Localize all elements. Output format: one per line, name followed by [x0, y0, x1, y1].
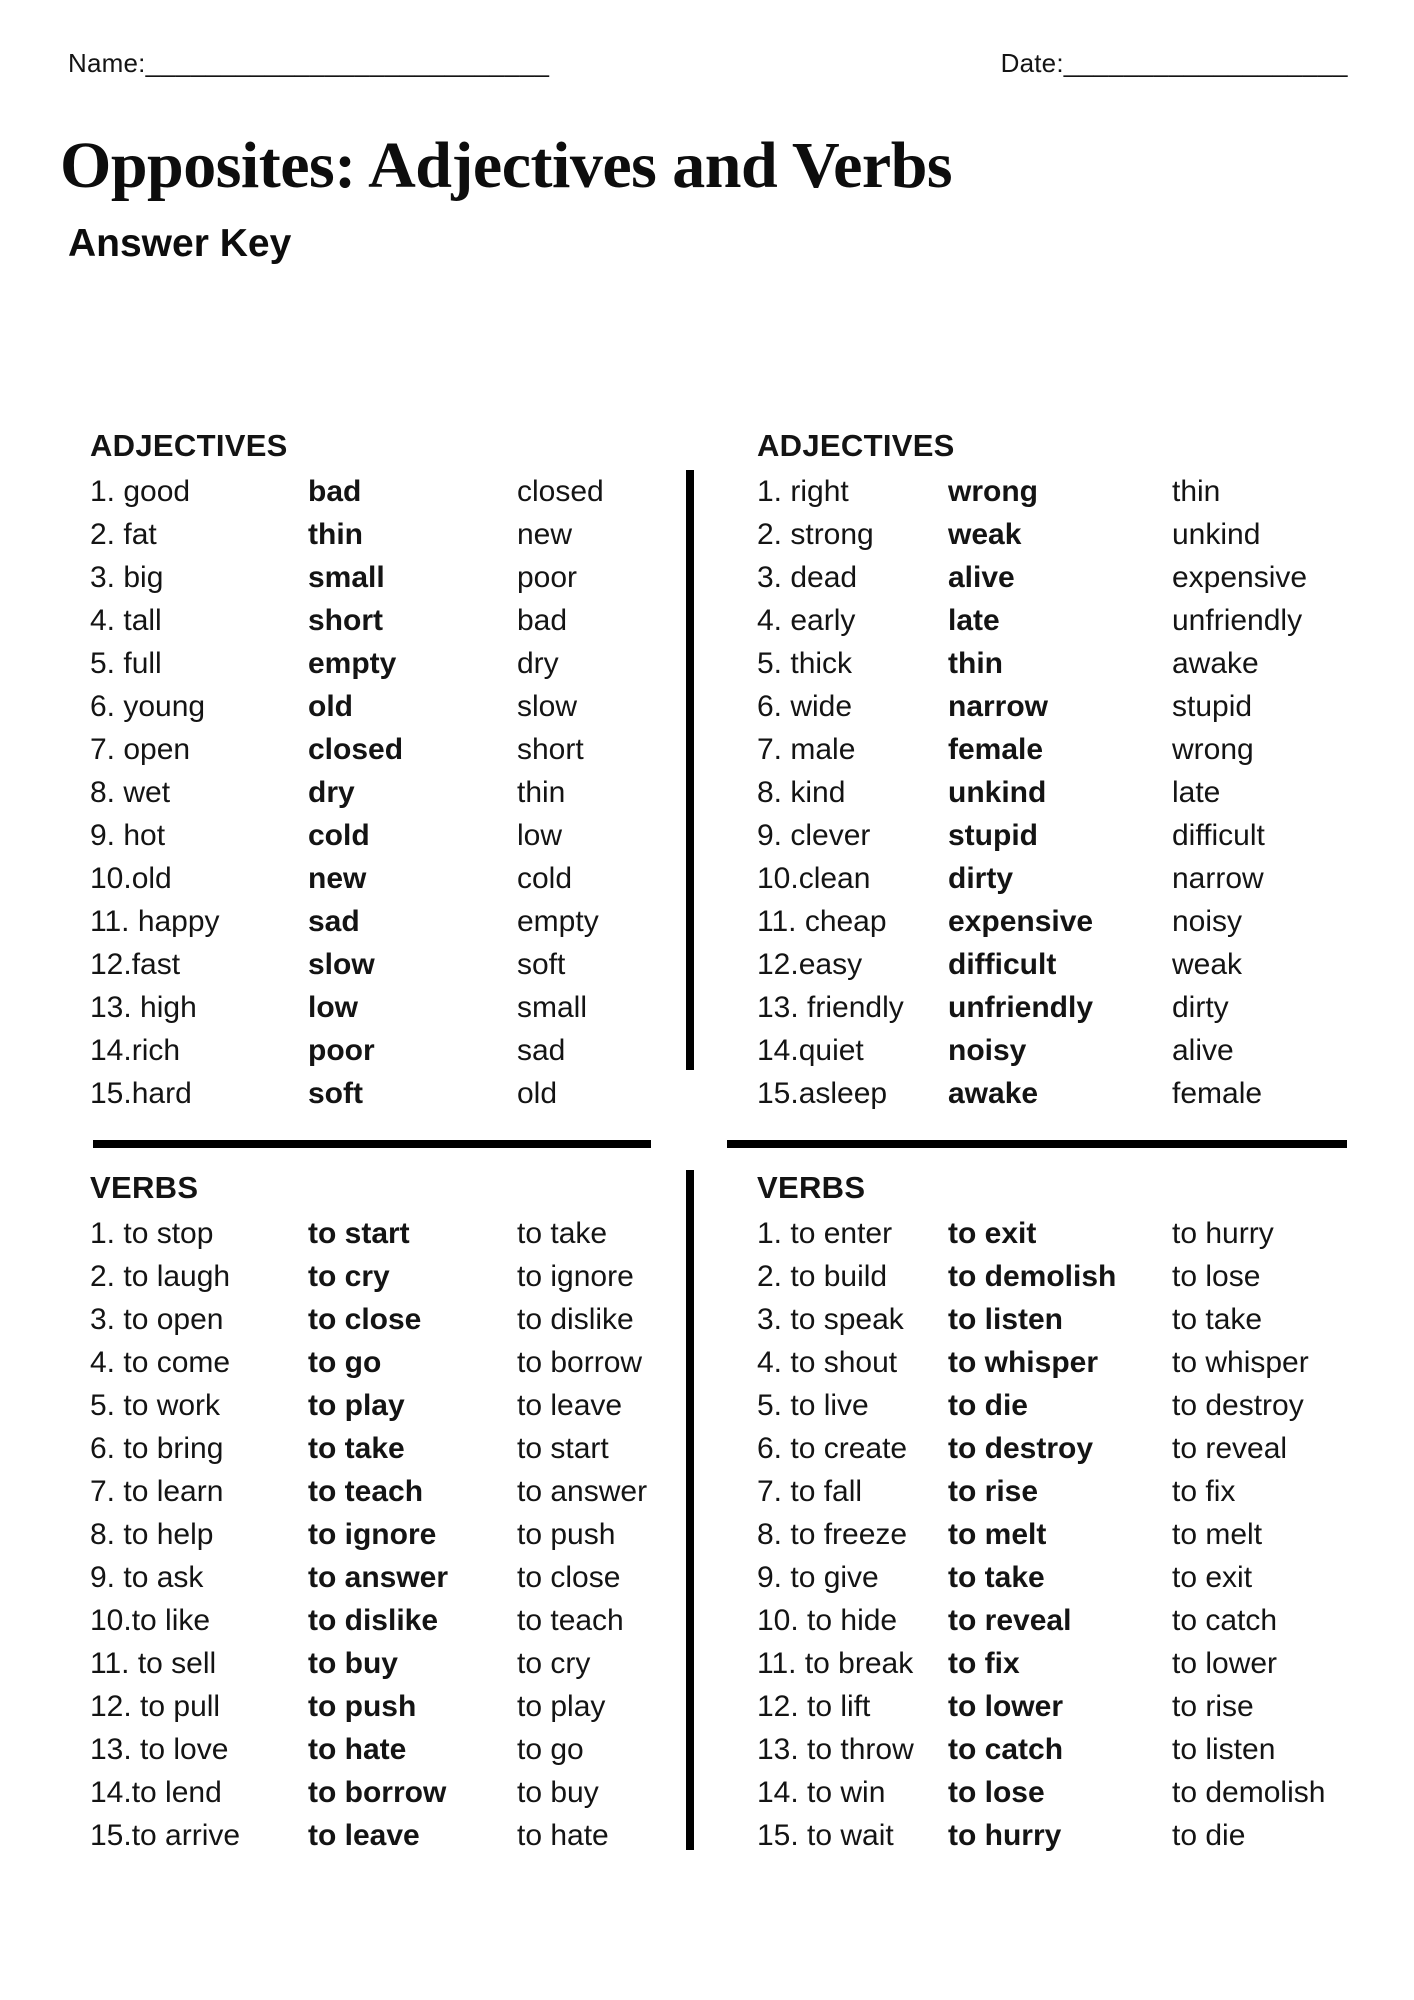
answer-word: unkind [948, 776, 1047, 809]
verbs-section-bottom-right [757, 1166, 1397, 1857]
word-pair-row [757, 470, 1397, 513]
prompt-word: 14.rich [90, 1034, 181, 1067]
name-field [68, 48, 550, 79]
bank-word: dry [517, 647, 559, 680]
word-pair-row [757, 1470, 1397, 1513]
answer-word: to whisper [948, 1346, 1099, 1379]
word-pair-row [90, 1029, 730, 1072]
prompt-word: 8. to freeze [757, 1518, 908, 1551]
answer-word: to take [948, 1561, 1045, 1594]
answer-word: to lower [948, 1690, 1064, 1723]
word-pair-row [757, 1384, 1397, 1427]
word-pair-row [757, 1341, 1397, 1384]
prompt-word: 3. dead [757, 561, 858, 594]
bank-word: to start [517, 1432, 609, 1465]
prompt-word: 8. kind [757, 776, 846, 809]
prompt-word: 4. tall [90, 604, 162, 637]
word-pair-row [90, 771, 730, 814]
bank-word: low [517, 819, 563, 852]
word-pair-row [90, 1642, 730, 1685]
prompt-word: 6. wide [757, 690, 853, 723]
word-pair-row [757, 1685, 1397, 1728]
word-pair-row [757, 513, 1397, 556]
prompt-word: 13. high [90, 991, 197, 1024]
prompt-word: 11. to sell [90, 1647, 217, 1680]
answer-word: to go [308, 1346, 382, 1379]
prompt-word: 9. to give [757, 1561, 879, 1594]
prompt-word: 12.fast [90, 948, 181, 981]
word-pair-row [757, 771, 1397, 814]
bank-word: short [517, 733, 584, 766]
answer-word: difficult [948, 948, 1057, 981]
word-pair-row [90, 1212, 730, 1255]
bank-word: to listen [1172, 1733, 1276, 1766]
word-pair-row [757, 1072, 1397, 1115]
answer-word: poor [308, 1034, 375, 1067]
answer-word: to hurry [948, 1819, 1062, 1852]
word-pair-row [90, 1814, 730, 1857]
word-pair-row [757, 1771, 1397, 1814]
section-heading: VERBS [757, 1170, 866, 1205]
answer-word: narrow [948, 690, 1049, 723]
answer-word: to melt [948, 1518, 1047, 1551]
word-list [90, 1212, 730, 1857]
word-pair-row [757, 1212, 1397, 1255]
bank-word: cold [517, 862, 573, 895]
answer-word: to lose [948, 1776, 1045, 1809]
answer-word: thin [948, 647, 1003, 680]
bank-word: to borrow [517, 1346, 643, 1379]
prompt-word: 10. to hide [757, 1604, 898, 1637]
answer-word: small [308, 561, 385, 594]
answer-word: to listen [948, 1303, 1064, 1336]
answer-word: weak [948, 518, 1022, 551]
verbs-section-bottom-left [90, 1166, 730, 1857]
answer-word: female [948, 733, 1044, 766]
prompt-word: 15.asleep [757, 1077, 888, 1110]
answer-word: to teach [308, 1475, 424, 1508]
word-pair-row [757, 814, 1397, 857]
answer-word: to exit [948, 1217, 1037, 1250]
bank-word: wrong [1172, 733, 1254, 766]
prompt-word: 9. hot [90, 819, 166, 852]
answer-word: dry [308, 776, 355, 809]
answer-word: to die [948, 1389, 1028, 1422]
prompt-word: 3. to open [90, 1303, 224, 1336]
word-pair-row [757, 642, 1397, 685]
bank-word: female [1172, 1077, 1263, 1110]
bank-word: to take [517, 1217, 608, 1250]
prompt-word: 10.to like [90, 1604, 211, 1637]
word-pair-row [90, 556, 730, 599]
answer-word: closed [308, 733, 404, 766]
bank-word: to close [517, 1561, 621, 1594]
word-pair-row [757, 1556, 1397, 1599]
adjectives-section-top-left [90, 424, 730, 1115]
answer-word: to ignore [308, 1518, 437, 1551]
name-label: Name: [68, 48, 146, 78]
word-pair-row [90, 943, 730, 986]
prompt-word: 4. early [757, 604, 856, 637]
bank-word: noisy [1172, 905, 1243, 938]
answer-word: soft [308, 1077, 363, 1110]
prompt-word: 14.to lend [90, 1776, 222, 1809]
bank-word: unkind [1172, 518, 1261, 551]
word-list [757, 1212, 1397, 1857]
answer-word: to hate [308, 1733, 407, 1766]
prompt-word: 11. cheap [757, 905, 887, 938]
prompt-word: 3. big [90, 561, 164, 594]
answer-word: unfriendly [948, 991, 1094, 1024]
answer-word: alive [948, 561, 1015, 594]
word-pair-row [90, 857, 730, 900]
prompt-word: 5. thick [757, 647, 853, 680]
prompt-word: 3. to speak [757, 1303, 904, 1336]
answer-word: expensive [948, 905, 1094, 938]
word-pair-row [90, 1384, 730, 1427]
bank-word: new [517, 518, 573, 551]
word-pair-row [90, 1513, 730, 1556]
horizontal-divider-right [727, 1140, 1347, 1148]
answer-word: low [308, 991, 358, 1024]
answer-word: to rise [948, 1475, 1039, 1508]
answer-word: noisy [948, 1034, 1027, 1067]
bank-word: bad [517, 604, 568, 637]
prompt-word: 11. happy [90, 905, 220, 938]
prompt-word: 7. to learn [90, 1475, 224, 1508]
section-heading: ADJECTIVES [757, 428, 955, 463]
word-pair-row [90, 513, 730, 556]
prompt-word: 2. fat [90, 518, 157, 551]
answer-word: to push [308, 1690, 417, 1723]
bank-word: difficult [1172, 819, 1265, 852]
bank-word: soft [517, 948, 566, 981]
bank-word: unfriendly [1172, 604, 1303, 637]
answer-word: wrong [948, 475, 1038, 508]
word-pair-row [757, 1642, 1397, 1685]
prompt-word: 1. good [90, 475, 191, 508]
vertical-divider-bottom [686, 1170, 694, 1850]
prompt-word: 1. to enter [757, 1217, 893, 1250]
bank-word: to melt [1172, 1518, 1263, 1551]
date-blank-line: ___________________ [1063, 48, 1348, 78]
bank-word: to dislike [517, 1303, 634, 1336]
answer-word: to catch [948, 1733, 1064, 1766]
word-pair-row [757, 1513, 1397, 1556]
bank-word: to go [517, 1733, 584, 1766]
bank-word: poor [517, 561, 578, 594]
answer-word: short [308, 604, 383, 637]
prompt-word: 1. right [757, 475, 849, 508]
bank-word: to reveal [1172, 1432, 1288, 1465]
word-pair-row [757, 857, 1397, 900]
answer-word: late [948, 604, 1000, 637]
word-pair-row [90, 470, 730, 513]
bank-word: to teach [517, 1604, 624, 1637]
word-pair-row [90, 1470, 730, 1513]
answer-word: to leave [308, 1819, 420, 1852]
prompt-word: 13. to love [90, 1733, 229, 1766]
word-pair-row [757, 986, 1397, 1029]
bank-word: to rise [1172, 1690, 1254, 1723]
word-pair-row [757, 1599, 1397, 1642]
bank-word: to hate [517, 1819, 609, 1852]
word-pair-row [90, 986, 730, 1029]
answer-word: dirty [948, 862, 1014, 895]
word-pair-row [757, 1298, 1397, 1341]
prompt-word: 14. to win [757, 1776, 886, 1809]
answer-word: to cry [308, 1260, 390, 1293]
word-pair-row [90, 1599, 730, 1642]
prompt-word: 13. to throw [757, 1733, 914, 1766]
page-title: Opposites: Adjectives and Verbs [60, 129, 953, 202]
answer-word: to buy [308, 1647, 398, 1680]
word-pair-row [90, 1427, 730, 1470]
word-pair-row [90, 1685, 730, 1728]
bank-word: to leave [517, 1389, 623, 1422]
bank-word: to die [1172, 1819, 1246, 1852]
word-pair-row [757, 1728, 1397, 1771]
vertical-divider-top [686, 470, 694, 1070]
bank-word: slow [517, 690, 578, 723]
word-pair-row [757, 685, 1397, 728]
bank-word: to exit [1172, 1561, 1253, 1594]
word-pair-row [757, 599, 1397, 642]
bank-word: to lose [1172, 1260, 1261, 1293]
bank-word: to cry [517, 1647, 591, 1680]
word-pair-row [90, 728, 730, 771]
prompt-word: 2. strong [757, 518, 874, 551]
bank-word: to answer [517, 1475, 648, 1508]
bank-word: old [517, 1077, 558, 1110]
answer-word: to borrow [308, 1776, 447, 1809]
prompt-word: 10.clean [757, 862, 871, 895]
answer-word: to fix [948, 1647, 1020, 1680]
bank-word: dirty [1172, 991, 1229, 1024]
answer-word: slow [308, 948, 375, 981]
prompt-word: 9. to ask [90, 1561, 204, 1594]
answer-word: empty [308, 647, 397, 680]
word-pair-row [90, 1556, 730, 1599]
answer-word: bad [308, 475, 362, 508]
bank-word: late [1172, 776, 1221, 809]
bank-word: small [517, 991, 588, 1024]
word-pair-row [90, 599, 730, 642]
prompt-word: 2. to laugh [90, 1260, 231, 1293]
answer-word: to destroy [948, 1432, 1094, 1465]
word-pair-row [90, 1728, 730, 1771]
bank-word: to play [517, 1690, 606, 1723]
bank-word: thin [1172, 475, 1221, 508]
word-pair-row [757, 556, 1397, 599]
prompt-word: 12. to pull [90, 1690, 221, 1723]
prompt-word: 15. to wait [757, 1819, 894, 1852]
prompt-word: 13. friendly [757, 991, 904, 1024]
prompt-word: 2. to build [757, 1260, 888, 1293]
bank-word: stupid [1172, 690, 1253, 723]
word-pair-row [757, 1427, 1397, 1470]
bank-word: to ignore [517, 1260, 634, 1293]
bank-word: narrow [1172, 862, 1264, 895]
answer-word: to reveal [948, 1604, 1072, 1637]
word-pair-row [757, 728, 1397, 771]
prompt-word: 7. male [757, 733, 856, 766]
answer-word: awake [948, 1077, 1039, 1110]
prompt-word: 7. to fall [757, 1475, 863, 1508]
word-pair-row [757, 1255, 1397, 1298]
bank-word: to push [517, 1518, 616, 1551]
bank-word: to hurry [1172, 1217, 1274, 1250]
prompt-word: 8. wet [90, 776, 171, 809]
horizontal-divider-left [93, 1140, 651, 1148]
bank-word: awake [1172, 647, 1259, 680]
bank-word: to demolish [1172, 1776, 1326, 1809]
prompt-word: 7. open [90, 733, 191, 766]
answer-word: stupid [948, 819, 1038, 852]
prompt-word: 15.hard [90, 1077, 192, 1110]
word-pair-row [757, 900, 1397, 943]
prompt-word: 5. to live [757, 1389, 869, 1422]
prompt-word: 9. clever [757, 819, 871, 852]
word-pair-row [90, 1298, 730, 1341]
answer-word: new [308, 862, 367, 895]
bank-word: to fix [1172, 1475, 1236, 1508]
word-pair-row [90, 1771, 730, 1814]
bank-word: alive [1172, 1034, 1234, 1067]
prompt-word: 12.easy [757, 948, 863, 981]
bank-word: to buy [517, 1776, 599, 1809]
word-pair-row [90, 900, 730, 943]
prompt-word: 11. to break [757, 1647, 914, 1680]
prompt-word: 15.to arrive [90, 1819, 241, 1852]
prompt-word: 4. to come [90, 1346, 231, 1379]
word-pair-row [90, 685, 730, 728]
bank-word: to take [1172, 1303, 1263, 1336]
prompt-word: 6. young [90, 690, 206, 723]
answer-word: cold [308, 819, 370, 852]
bank-word: expensive [1172, 561, 1308, 594]
answer-key-subtitle: Answer Key [68, 222, 292, 265]
section-heading: VERBS [90, 1170, 199, 1205]
prompt-word: 4. to shout [757, 1346, 898, 1379]
bank-word: to catch [1172, 1604, 1278, 1637]
answer-word: thin [308, 518, 363, 551]
header-row [68, 48, 1348, 79]
bank-word: weak [1172, 948, 1243, 981]
bank-word: closed [517, 475, 604, 508]
answer-word: to dislike [308, 1604, 439, 1637]
prompt-word: 6. to bring [90, 1432, 224, 1465]
answer-word: to answer [308, 1561, 449, 1594]
answer-word: to take [308, 1432, 405, 1465]
answer-word: to demolish [948, 1260, 1117, 1293]
bank-word: sad [517, 1034, 566, 1067]
answer-word: to play [308, 1389, 405, 1422]
word-pair-row [757, 943, 1397, 986]
prompt-word: 6. to create [757, 1432, 908, 1465]
word-list [757, 470, 1397, 1115]
name-blank-line: ___________________________ [145, 48, 550, 78]
prompt-word: 10.old [90, 862, 172, 895]
word-pair-row [90, 1255, 730, 1298]
date-label: Date: [1000, 48, 1064, 78]
word-pair-row [90, 642, 730, 685]
bank-word: to lower [1172, 1647, 1278, 1680]
prompt-word: 1. to stop [90, 1217, 214, 1250]
date-field [1001, 48, 1348, 79]
prompt-word: 8. to help [90, 1518, 214, 1551]
word-pair-row [757, 1029, 1397, 1072]
adjectives-section-top-right [757, 424, 1397, 1115]
word-list [90, 470, 730, 1115]
bank-word: thin [517, 776, 566, 809]
bank-word: to whisper [1172, 1346, 1309, 1379]
bank-word: to destroy [1172, 1389, 1304, 1422]
bank-word: empty [517, 905, 599, 938]
word-pair-row [90, 1341, 730, 1384]
answer-word: sad [308, 905, 360, 938]
answer-word: old [308, 690, 353, 723]
word-pair-row [757, 1814, 1397, 1857]
section-heading: ADJECTIVES [90, 428, 288, 463]
prompt-word: 5. full [90, 647, 162, 680]
answer-word: to close [308, 1303, 422, 1336]
prompt-word: 14.quiet [757, 1034, 864, 1067]
word-pair-row [90, 814, 730, 857]
prompt-word: 5. to work [90, 1389, 221, 1422]
answer-word: to start [308, 1217, 410, 1250]
prompt-word: 12. to lift [757, 1690, 871, 1723]
word-pair-row [90, 1072, 730, 1115]
